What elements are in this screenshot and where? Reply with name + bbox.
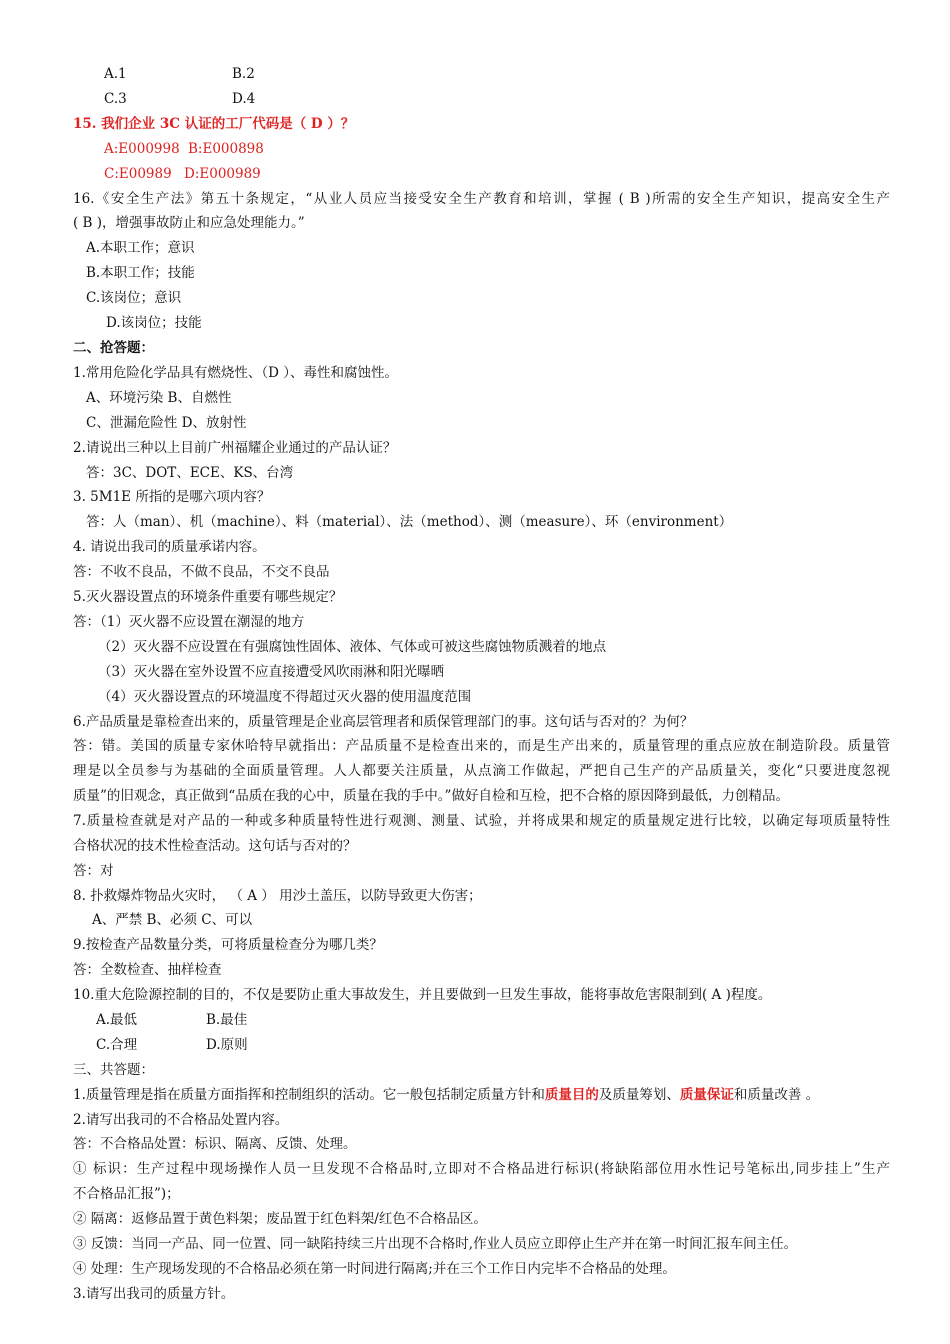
s2-q5-answer-1: 答：（1）灭火器不应设置在潮湿的地方 (73, 614, 305, 630)
s2-q5-answer-3: （3）灭火器在室外设置不应直接遭受风吹雨淋和阳光曝晒 (98, 664, 445, 680)
q15-options-row2 (104, 164, 261, 184)
s2-q7-line-1: 7.质量检查就是对产品的一种或多种质量特性进行观测、测量、试验，并将成果和规定的质量规定进行比较，以确定每项质量特性 (73, 813, 890, 829)
q15-option-c: C:E00989 (104, 166, 172, 182)
q15-question: 15. 我们企业 3C 认证的工厂代码是（ D ）？ (73, 116, 355, 132)
q15-option-d: D:E000989 (184, 166, 261, 182)
s2-q6-answer-1: 答：错。美国的质量专家休哈特早就指出：产品质量不是检查出来的，而是生产出来的，质量管理的重点应放在制造阶段。质量管 (73, 738, 890, 754)
s3-item3: ③ 反馈：当同一产品、同一位置、同一缺陷持续三片出现不合格时,作业人员应立即停止生产并在第一时间汇报车间主任。 (73, 1236, 798, 1252)
s2-q10-option-b: B.最佳 (206, 1012, 248, 1028)
q14-options-row2 (104, 89, 255, 109)
q14-options-row1 (104, 64, 255, 84)
s2-q2: 2.请说出三种以上目前广州福耀企业通过的产品认证？ (73, 440, 397, 456)
q16-option-d: D.该岗位；技能 (106, 315, 202, 331)
q16-line-1: 16.《安全生产法》第五十条规定，“从业人员应当接受安全生产教育和培训，掌握 ( B )所需的安全生产知识，提高安全生产 (73, 191, 890, 207)
s2-q6: 6.产品质量是靠检查出来的，质量管理是企业高层管理者和质保管理部门的事。这句话与否对的？为何？ (73, 714, 694, 730)
s2-q9-answer: 答：全数检查、抽样检查 (73, 962, 222, 978)
s3-q1-highlight-quality-assurance: 质量保证 (679, 1087, 734, 1103)
s2-q1: 1.常用危险化学品具有燃烧性、（D ）、毒性和腐蚀性。 (73, 365, 398, 381)
s2-q10-option-c: C.合理 (96, 1037, 138, 1053)
s2-q4-answer: 答：不收不良品，不做不良品，不交不良品 (73, 564, 330, 580)
s2-q10-options-row1 (96, 1010, 247, 1030)
s2-q6-answer-3: 质量”的旧观念，真正做到“品质在我的心中，质量在我的手中。”做好自检和互检，把不合格的原因降到最低，力创精品。 (73, 788, 789, 804)
q15-options-row1 (104, 139, 264, 159)
s2-q9: 9.按检查产品数量分类，可将质量检查分为哪几类？ (73, 937, 383, 953)
s2-q7-answer: 答：对 (73, 863, 114, 879)
s3-item1-line-2: 不合格品汇报”)； (73, 1186, 180, 1202)
s3-item4: ④ 处理：生产现场发现的不合格品必须在第一时间进行隔离;并在三个工作日内完毕不合格品的处理。 (73, 1261, 676, 1277)
s3-item2: ② 隔离：返修品置于黄色料架；废品置于红色料架/红色不合格品区。 (73, 1211, 487, 1227)
q15-option-b: B:E000898 (188, 141, 264, 157)
s2-q10-option-a: A.最低 (96, 1012, 138, 1028)
s3-q1-highlight-quality-objective: 质量目的 (544, 1087, 599, 1103)
s3-q1-text-mid: 及质量筹划、 (598, 1087, 680, 1103)
s2-q10: 10.重大危险源控制的目的，不仅是要防止重大事故发生，并且要做到一旦发生事故，能将事故危害限制到( A )程度。 (73, 987, 772, 1003)
q16-option-a: A.本职工作；意识 (86, 240, 195, 256)
s2-q10-options-row2 (96, 1035, 248, 1055)
s2-q5-answer-4: （4）灭火器设置点的环境温度不得超过灭火器的使用温度范围 (98, 689, 472, 705)
s3-q1-text-post: 和质量改善 。 (733, 1087, 820, 1103)
s2-q10-option-d: D.原则 (206, 1037, 248, 1053)
s2-q8-options: A、严禁 B、必须 C、可以 (92, 912, 253, 928)
s3-item1-line-1: ① 标识：生产过程中现场操作人员一旦发现不合格品时,立即对不合格品进行标识(将缺陷部位用水性记号笔标出,同步挂上”生产 (73, 1161, 890, 1177)
q16-line-2: ( B )，增强事故防止和应急处理能力。” (73, 215, 305, 231)
s3-q2-answer: 答：不合格品处置：标识、隔离、反馈、处理。 (73, 1136, 357, 1152)
s2-q5: 5.灭火器设置点的环境条件重要有哪些规定？ (73, 589, 343, 605)
q16-option-b: B.本职工作；技能 (86, 265, 195, 281)
s2-q3-answer: 答：人（man）、机（machine）、料（material）、法（method）、测（measure）、环（environment） (86, 514, 733, 530)
q15-option-a: A:E000998 (104, 141, 180, 157)
s2-q5-answer-2: （2）灭火器不应设置在有强腐蚀性固体、液体、气体或可被这些腐蚀物质溅着的地点 (98, 639, 607, 655)
s2-q2-answer: 答：3C、DOT、ECE、KS、台湾 (86, 465, 294, 481)
q14-option-a: A.1 (104, 66, 127, 82)
s2-q4: 4. 请说出我司的质量承诺内容。 (73, 539, 266, 555)
s2-q3: 3. 5M1E 所指的是哪六项内容？ (73, 489, 271, 505)
s3-q3: 3.请写出我司的质量方针。 (73, 1286, 235, 1302)
s2-q1-options-2: C、泄漏危险性 D、放射性 (86, 415, 247, 431)
section-3-title: 三、共答题： (73, 1062, 154, 1078)
s2-q7-line-2: 合格状况的技术性检查活动。这句话与否对的？ (73, 838, 357, 854)
q14-option-d: D.4 (232, 91, 256, 107)
s2-q6-answer-2: 理是以全员参与为基础的全面质量管理。人人都要关注质量，从点滴工作做起，严把自己生产的产品质量关，变化“只要进度忽视 (73, 763, 890, 779)
s3-q1-text-pre: 1.质量管理是指在质量方面指挥和控制组织的活动。它一般包括制定质量方针和 (73, 1087, 545, 1103)
s3-q2: 2.请写出我司的不合格品处置内容。 (73, 1112, 289, 1128)
q14-option-b: B.2 (232, 66, 255, 82)
s2-q1-options-1: A、环境污染 B、自燃性 (86, 390, 232, 406)
q14-option-c: C.3 (104, 91, 127, 107)
section-2-title: 二、抢答题： (73, 340, 154, 356)
s3-q1 (73, 1085, 819, 1105)
s2-q8: 8. 扑救爆炸物品火灾时， （ A ） 用沙土盖压，以防导致更大伤害； (73, 888, 482, 904)
q16-option-c: C.该岗位；意识 (86, 290, 182, 306)
